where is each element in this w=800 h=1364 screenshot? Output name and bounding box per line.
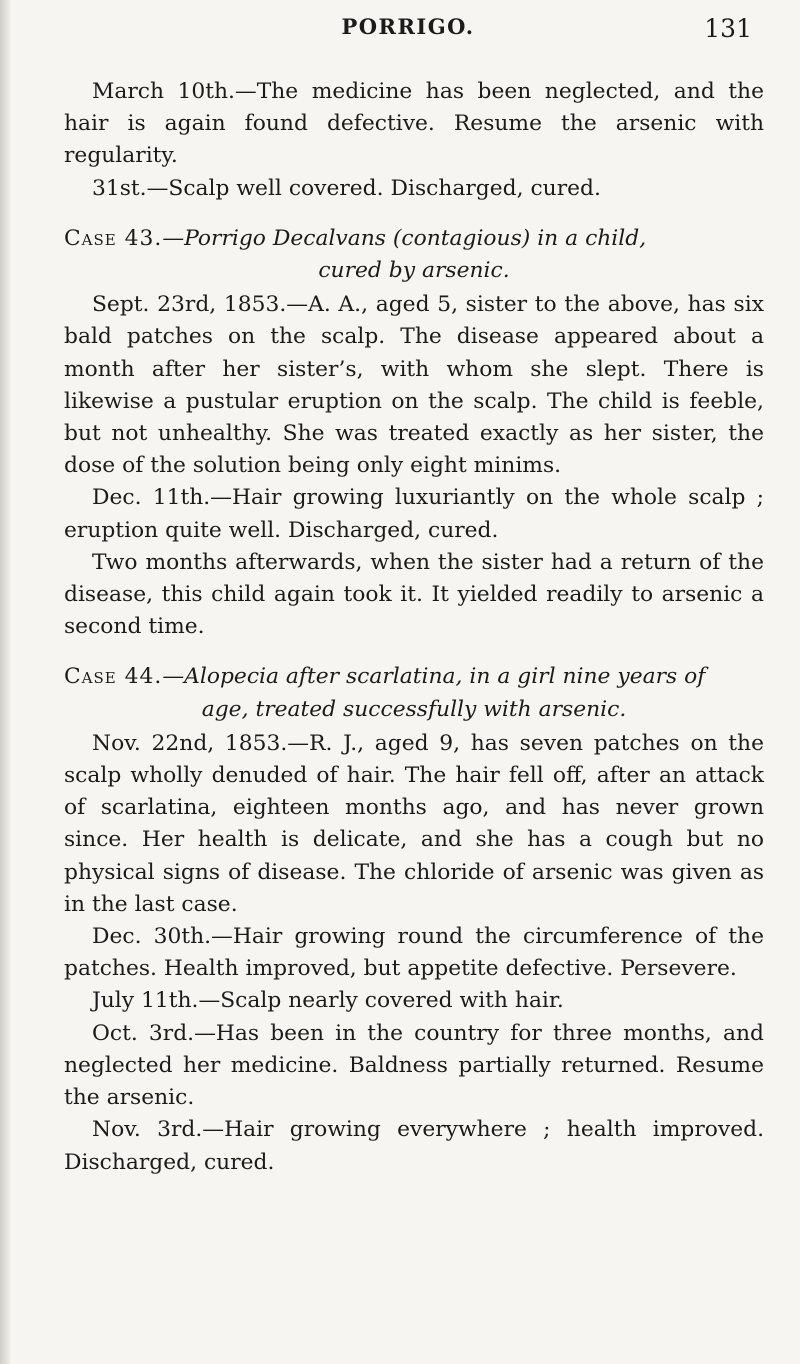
paragraph: July 11th.—Scalp nearly covered with hair. — [92, 988, 564, 1014]
case-heading-43 — [64, 223, 764, 287]
paragraph: Sept. 23rd, 1853.—A. A., aged 5, sister to the above, has six bald patches on the scalp. The disease appeared about a month after her sister’s, with whom she slept. There is likewise a pustular eruption on the scalp. The child is feeble, but not unhealthy. She was treated exactly as her sister, the dose of the solution being only eight minims. — [64, 292, 764, 479]
paragraph: March 10th.—The medicine has been neglected, and the hair is again found defective. Resume the arsenic with regularity. — [64, 79, 764, 169]
page-gutter-shadow — [0, 0, 10, 1364]
running-title: PORRIGO. — [341, 14, 475, 39]
case-title-continuation: age, treated successfully with arsenic. — [201, 696, 627, 722]
paragraph: Dec. 11th.—Hair growing luxuriantly on the whole scalp ; eruption quite well. Discharged, cured. — [64, 485, 764, 543]
paragraph: Dec. 30th.—Hair growing round the circumference of the patches. Health improved, but appetite defective. Persevere. — [64, 924, 764, 982]
paragraph: Two months afterwards, when the sister had a return of the disease, this child again took it. It yielded readily to arsenic a second time. — [64, 549, 764, 640]
case-title-continuation: cured by arsenic. — [318, 258, 510, 284]
running-head — [64, 14, 752, 50]
page-number: 131 — [704, 14, 752, 43]
case-label: Case 44. — [64, 664, 163, 690]
paragraph: Nov. 3rd.—Hair growing everywhere ; health improved. Discharged, cured. — [64, 1117, 764, 1175]
paragraph: Nov. 22nd, 1853.—R. J., aged 9, has seven patches on the scalp wholly denuded of hair. The hair fell off, after an attack of scarlatina, eighteen months ago, and has never grown since. Her health is delicate, and she has a cough but no physical signs of disease. The chloride of arsenic was given as in the last case. — [64, 730, 764, 917]
case-heading-line — [64, 661, 764, 693]
paragraph: 31st.—Scalp well covered. Discharged, cured. — [92, 175, 601, 201]
body-text — [64, 76, 764, 1179]
case-title: —Alopecia after scarlatina, in a girl nine years of — [162, 664, 706, 690]
paragraph: Oct. 3rd.—Has been in the country for three months, and neglected her medicine. Baldness partially returned. Resume the arsenic. — [64, 1020, 764, 1111]
case-heading-44 — [64, 661, 764, 725]
case-title: —Porrigo Decalvans (contagious) in a child, — [162, 225, 647, 251]
case-label: Case 43. — [64, 225, 163, 251]
case-heading-line — [64, 223, 764, 255]
